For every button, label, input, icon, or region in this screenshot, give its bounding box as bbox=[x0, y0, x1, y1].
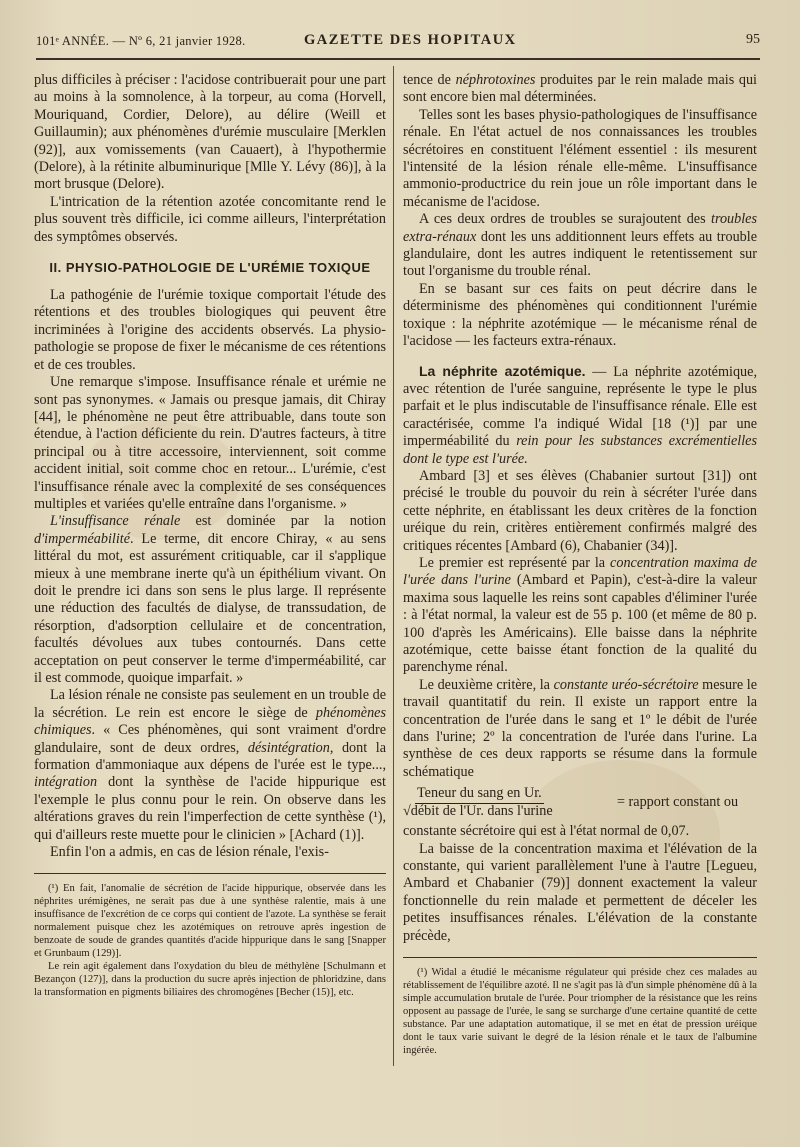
text-run: (Ambard et Papin), c'est-à-dire la valeur maxima sous laquelle les reins sont capables d'éliminer l'urée : à l'état normal, la valeur est de 55 p. 100 (et même de 80 p. 100 d'après les Américains). Elle baisse dans la néphrite azotémique, cette baisse étant fonction de la qualité du parenchyme rénal. bbox=[403, 572, 757, 676]
italic-term: rein pour les substances excrémentielles dont le type est l'urée. bbox=[403, 433, 757, 467]
paragraph: plus difficiles à préciser : l'acidose contribuerait pour une part au moins à la somnolence, à la torpeur, au coma (Horvell, Mouriquand, Cordier, Delore), au délire (Weill et Guillaumin); aux phénomènes d'urémie musculaire [Merklen (92)], aux vomissements (van Cauaert), à l'hypothermie (Delore), à la rétinite albuminurique [Mlle Y. Lévy (86)], à la mort brusque (Delore). bbox=[34, 72, 386, 193]
left-column bbox=[34, 72, 386, 999]
text-run: — La néphrite azotémique, avec rétention de l'urée sanguine, représente le type le plus parfait et le plus indiscutable de l'insuffisance rénale. Elle est caractérisée, comme l'a indiqué Widal [18 (¹)] par une imperméabilité du bbox=[403, 363, 757, 450]
paragraph: Telles sont les bases physio-pathologiques de l'insuffisance rénale. En l'état actuel de nos connaissances les troubles sécrétoires en constituent l'élément essentiel : ils mesurent l'intensité de la lésion rénale elle-même. L'insuffisance ammonio-productrice du rein joue un rôle important dans le mécanisme de l'acidose. bbox=[403, 106, 757, 210]
footnote-rule bbox=[34, 873, 386, 874]
paragraph: Ambard [3] et ses élèves (Chabanier surtout [31]) ont précisé le trouble du pouvoir du rein à sécréter l'urée dans cette néphrite, en établissant les deux critères de la fonction uréique du rein, critères entièrement confirmés malgré des critiques récentes [Ambard (6), Chabanier (34)]. bbox=[403, 467, 757, 554]
italic-term: d'imperméabilité bbox=[34, 530, 131, 547]
italic-term: désintégration bbox=[247, 739, 330, 756]
page-header bbox=[36, 30, 760, 52]
header-rule bbox=[36, 58, 760, 60]
italic-term: constante uréo-sécrétoire bbox=[553, 676, 699, 693]
italic-term: intégration bbox=[34, 774, 98, 791]
footnote-rule bbox=[403, 957, 757, 958]
footnote: (¹) En fait, l'anomalie de sécrétion de l'acide hippurique, observée dans les néphrites urémigènes, ne serait pas due à une synthèse ralentie, mais à une insuffisance de l'excrétion de ce corps qui contient de l'azote. La synthèse se ferait normalement puisque chez les azotémiques on retrouve après ingestion de benzoate de soude de grandes quantités d'acide hippurique dans le sang [Snapper et Grunbaum (129)]. bbox=[34, 883, 386, 960]
text-run: produites par le rein malade mais qui sont encore bien mal déterminées. bbox=[403, 72, 757, 106]
text-run: . Le terme, dit encore Chiray, « au sens littéral du mot, est assurément critiquable, car il s'applique mieux à une membrane inerte qu'à un épithélium vivant. On doit le prendre ici dans son sens le plus large. Il représente une réduction des facultés de dialyse, de transsudation, de résorption, d'adsorption cellulaire et de concentration, facultés dévolues aux tubes contournés. Dans cette acceptation on peut conserver le terme d'imperméabilité, car il est commode, quoique imparfait. » bbox=[34, 530, 386, 686]
italic-term: concentration maxima de l'urée dans l'urine bbox=[403, 554, 758, 589]
paragraph: constante sécrétoire qui est à l'état normal de 0,07. bbox=[403, 823, 690, 840]
text-run: Le deuxième critère, la bbox=[419, 676, 554, 693]
paragraph bbox=[403, 363, 757, 468]
paragraph: La baisse de la concentration maxima et l'élévation de la constante, qui varient parallèlement l'une à l'autre [Legueu, Ambard et Chabanier (79)] donnent exactement la valeur fonctionnelle du rein malade et permettent de déceler les petites insuffisances rénales. L'élévation de la constante précède, bbox=[403, 840, 757, 944]
footnote: Le rein agit également dans l'oxydation du bleu de méthylène [Schulmann et Bezançon (127)], dans la production du sucre après injection de phloridzine, dans la transformation en pigments biliaires des chromogènes [Becher (15)], etc. bbox=[34, 961, 386, 999]
italic-term: néphrotoxines bbox=[455, 72, 536, 88]
paragraph bbox=[403, 72, 757, 107]
paragraph: L'intrication de la rétention azotée concomitante rend le plus souvent très difficile, ici comme ailleurs, l'interprétation des symptômes observés. bbox=[34, 193, 386, 245]
text-run: Le premier est représenté par la bbox=[419, 554, 611, 571]
paragraph: La pathogénie de l'urémie toxique comportait l'étude des rétentions et des troubles biologiques qui peuvent être incriminées à l'origine des accidents observés. La physio-pathologie se propose de fixer le mécanisme de ces rétentions et de ces troubles. bbox=[34, 287, 386, 373]
right-column bbox=[403, 72, 757, 1057]
paragraph: En se basant sur ces faits on peut décrire dans le déterminisme des phénomènes qui conditionnent l'urémie toxique : la néphrite azotémique — le mécanisme rénal de l'acidose — les facteurs extra-rénaux. bbox=[403, 280, 757, 350]
italic-term: L'insuffisance rénale bbox=[50, 513, 181, 530]
journal-title: GAZETTE DES HOPITAUX bbox=[304, 32, 517, 48]
formula bbox=[403, 785, 757, 821]
formula-numerator: Teneur du sang en Ur. bbox=[415, 785, 544, 803]
paragraph: Enfin l'on a admis, en cas de lésion rénale, l'exis- bbox=[50, 844, 329, 861]
text-run: tence de bbox=[403, 72, 456, 88]
paragraph bbox=[403, 555, 757, 677]
italic-term: phénomènes chimiques bbox=[34, 704, 386, 739]
text-run: dont les uns additionnent leurs effets au trouble glandulaire, dont les autres indiquent le retentissement sur tout l'organisme du trouble rénal. bbox=[403, 228, 757, 280]
text-run: dont la synthèse de l'acide hippurique est l'exemple le plus connu pour le rein. On observe dans les altérations graves du rein l'imperfection de cette synthèse (¹), qui d'ailleurs reste muette pour le clinicien » [Achard (1)]. bbox=[34, 774, 386, 843]
paragraph bbox=[34, 513, 386, 687]
page-number: 95 bbox=[746, 32, 760, 47]
text-run: La lésion rénale ne consiste pas seulement en un trouble de la sécrétion. Le rein est encore le siège de bbox=[34, 687, 386, 721]
text-run: mesure le travail quantitatif du rein. Il existe un rapport entre la concentration de l'urée dans le sang et 1º le débit de l'urée dans l'urine; 2º la concentration de l'urée dans l'urine. La synthèse de ces deux rapports se résume dans la formule schématique bbox=[403, 676, 757, 780]
text-run: , dont la formation d'ammoniaque aux dépens de l'urée est le type..., bbox=[34, 739, 387, 774]
paragraph bbox=[403, 677, 757, 781]
issue-info: 101ᵉ ANNÉE. — Nº 6, 21 janvier 1928. bbox=[36, 34, 246, 48]
subsection-lead: La néphrite azotémique. bbox=[419, 362, 586, 379]
paragraph: Une remarque s'impose. Insuffisance rénale et urémie ne sont pas synonymes. « Jamais ou presque jamais, dit Chiray [44], le phénomène ne peut être attribuable, dans toute son étendue, à l'action déficiente du rein. D'autres facteurs, à titre principal ou à titre accessoire, interviennent, soit comme accident initial, soit comme choc en retour... L'urémie, c'est l'insuffisance rénale avec la complexité de ses conséquences multiples et variées qu'elle entraîne dans l'organisme. » bbox=[34, 374, 386, 512]
italic-term: troubles extra-rénaux bbox=[403, 211, 757, 245]
text-run: est dominée par la notion bbox=[180, 513, 386, 530]
paragraph bbox=[34, 687, 386, 844]
formula-denominator: √débit de l'Ur. dans l'urine bbox=[403, 803, 553, 820]
footnote: (¹) Widal a étudié le mécanisme régulateur qui préside chez ces malades au rétablissement de l'équilibre azoté. Il ne s'agit pas là d'un simple phénomène dû à la simple accumulation brutale de l'urée. Pour triompher de la résistance que les reins opposent au passage de l'urée, le sang se surcharge d'une certaine quantité de cette substance. Par une adaptation automatique, il se met en état de pression uréique dont le taux varie suivant le degré de la lésion rénale et le taux de l'albumine ingérée. bbox=[403, 967, 757, 1057]
text-run: . « Ces phénomènes, qui sont vraiment d'ordre glandulaire, sont de deux ordres, bbox=[34, 722, 386, 756]
formula-result: = rapport constant ou bbox=[617, 794, 739, 811]
paragraph bbox=[403, 211, 757, 281]
column-divider bbox=[393, 66, 394, 1066]
text-run: A ces deux ordres de troubles se surajoutent des bbox=[419, 211, 712, 228]
section-heading: II. PHYSIO-PATHOLOGIE DE L'URÉMIE TOXIQUE bbox=[49, 260, 371, 276]
